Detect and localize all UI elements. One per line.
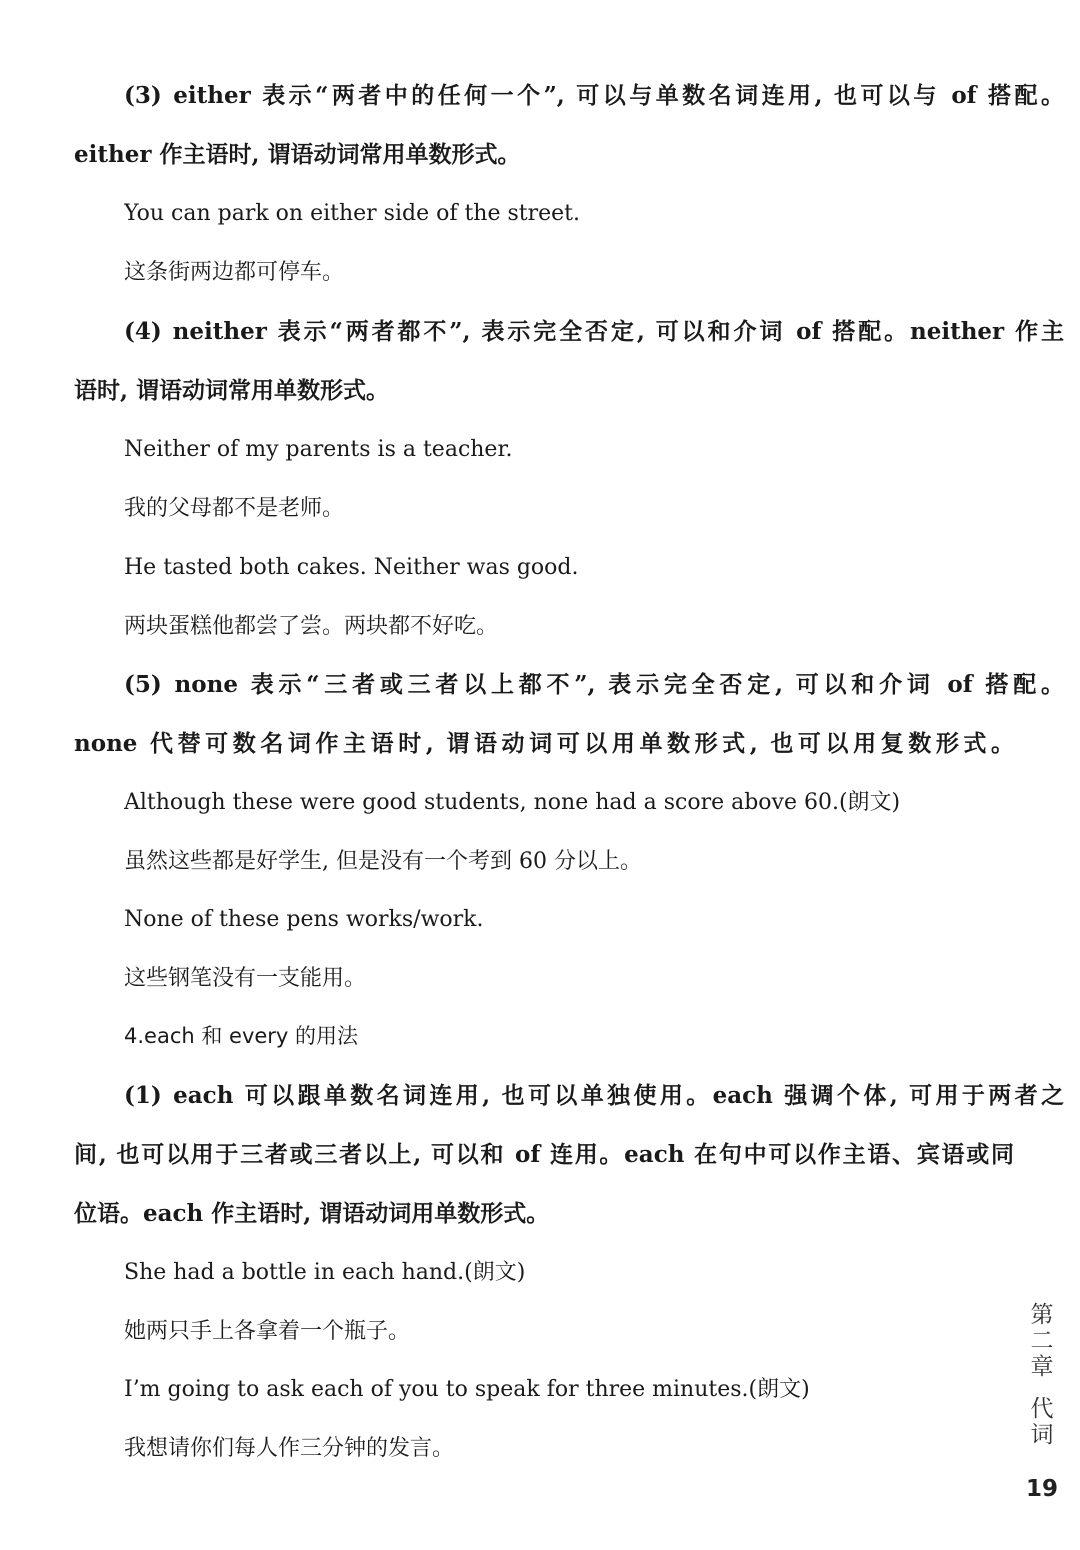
chapter-side-tab bbox=[1024, 1302, 1060, 1448]
paragraph-line: (3) either 表示“两者中的任何一个”, 可以与单数名词连用, 也可以与 of 搭配。 bbox=[124, 82, 1064, 109]
chapter-title-char: 代 bbox=[1030, 1396, 1054, 1422]
paragraph-line: none 代替可数名词作主语时, 谓语动词可以用单数形式, 也可以用复数形式。 bbox=[74, 730, 1014, 757]
example-translation: 我想请你们每人作三分钟的发言。 bbox=[124, 1436, 455, 1461]
example-translation: 这些钢笔没有一支能用。 bbox=[124, 966, 367, 991]
section-heading: 4.each 和 every 的用法 bbox=[124, 1024, 359, 1048]
example-sentence: She had a bottle in each hand.(朗文) bbox=[124, 1260, 526, 1285]
paragraph-line: 间, 也可以用于三者或三者以上, 可以和 of 连用。each 在句中可以作主语、宾语或同 bbox=[74, 1141, 1014, 1168]
example-sentence: None of these pens works/work. bbox=[124, 907, 484, 932]
example-translation: 两块蛋糕他都尝了尝。两块都不好吃。 bbox=[124, 614, 499, 639]
chapter-label-char: 二 bbox=[1030, 1328, 1054, 1354]
example-sentence: I’m going to ask each of you to speak for three minutes.(朗文) bbox=[124, 1377, 810, 1402]
example-translation: 这条街两边都可停车。 bbox=[124, 260, 345, 285]
paragraph-line: (5) none 表示“三者或三者以上都不”, 表示完全否定, 可以和介词 of 搭配。 bbox=[124, 671, 1064, 698]
example-translation: 她两只手上各拿着一个瓶子。 bbox=[124, 1319, 411, 1344]
example-translation: 虽然这些都是好学生, 但是没有一个考到 60 分以上。 bbox=[124, 849, 642, 874]
paragraph-line: (1) each 可以跟单数名词连用, 也可以单独使用。each 强调个体, 可用于两者之 bbox=[124, 1082, 1064, 1109]
paragraph-line: 语时, 谓语动词常用单数形式。 bbox=[74, 377, 390, 404]
example-sentence: Neither of my parents is a teacher. bbox=[124, 437, 513, 462]
paragraph-line: (4) neither 表示“两者都不”, 表示完全否定, 可以和介词 of 搭配。neither 作主 bbox=[124, 318, 1064, 345]
example-translation: 我的父母都不是老师。 bbox=[124, 496, 345, 521]
page-number: 19 bbox=[1025, 1476, 1058, 1502]
example-sentence: He tasted both cakes. Neither was good. bbox=[124, 555, 579, 580]
chapter-label-char: 第 bbox=[1030, 1302, 1054, 1328]
chapter-title-char: 词 bbox=[1030, 1422, 1054, 1448]
example-sentence: Although these were good students, none had a score above 60.(朗文) bbox=[124, 790, 901, 815]
paragraph-line: either 作主语时, 谓语动词常用单数形式。 bbox=[74, 141, 521, 168]
example-sentence: You can park on either side of the street. bbox=[124, 201, 581, 226]
paragraph-line: 位语。each 作主语时, 谓语动词用单数形式。 bbox=[74, 1200, 550, 1227]
chapter-label-char: 章 bbox=[1030, 1354, 1054, 1380]
